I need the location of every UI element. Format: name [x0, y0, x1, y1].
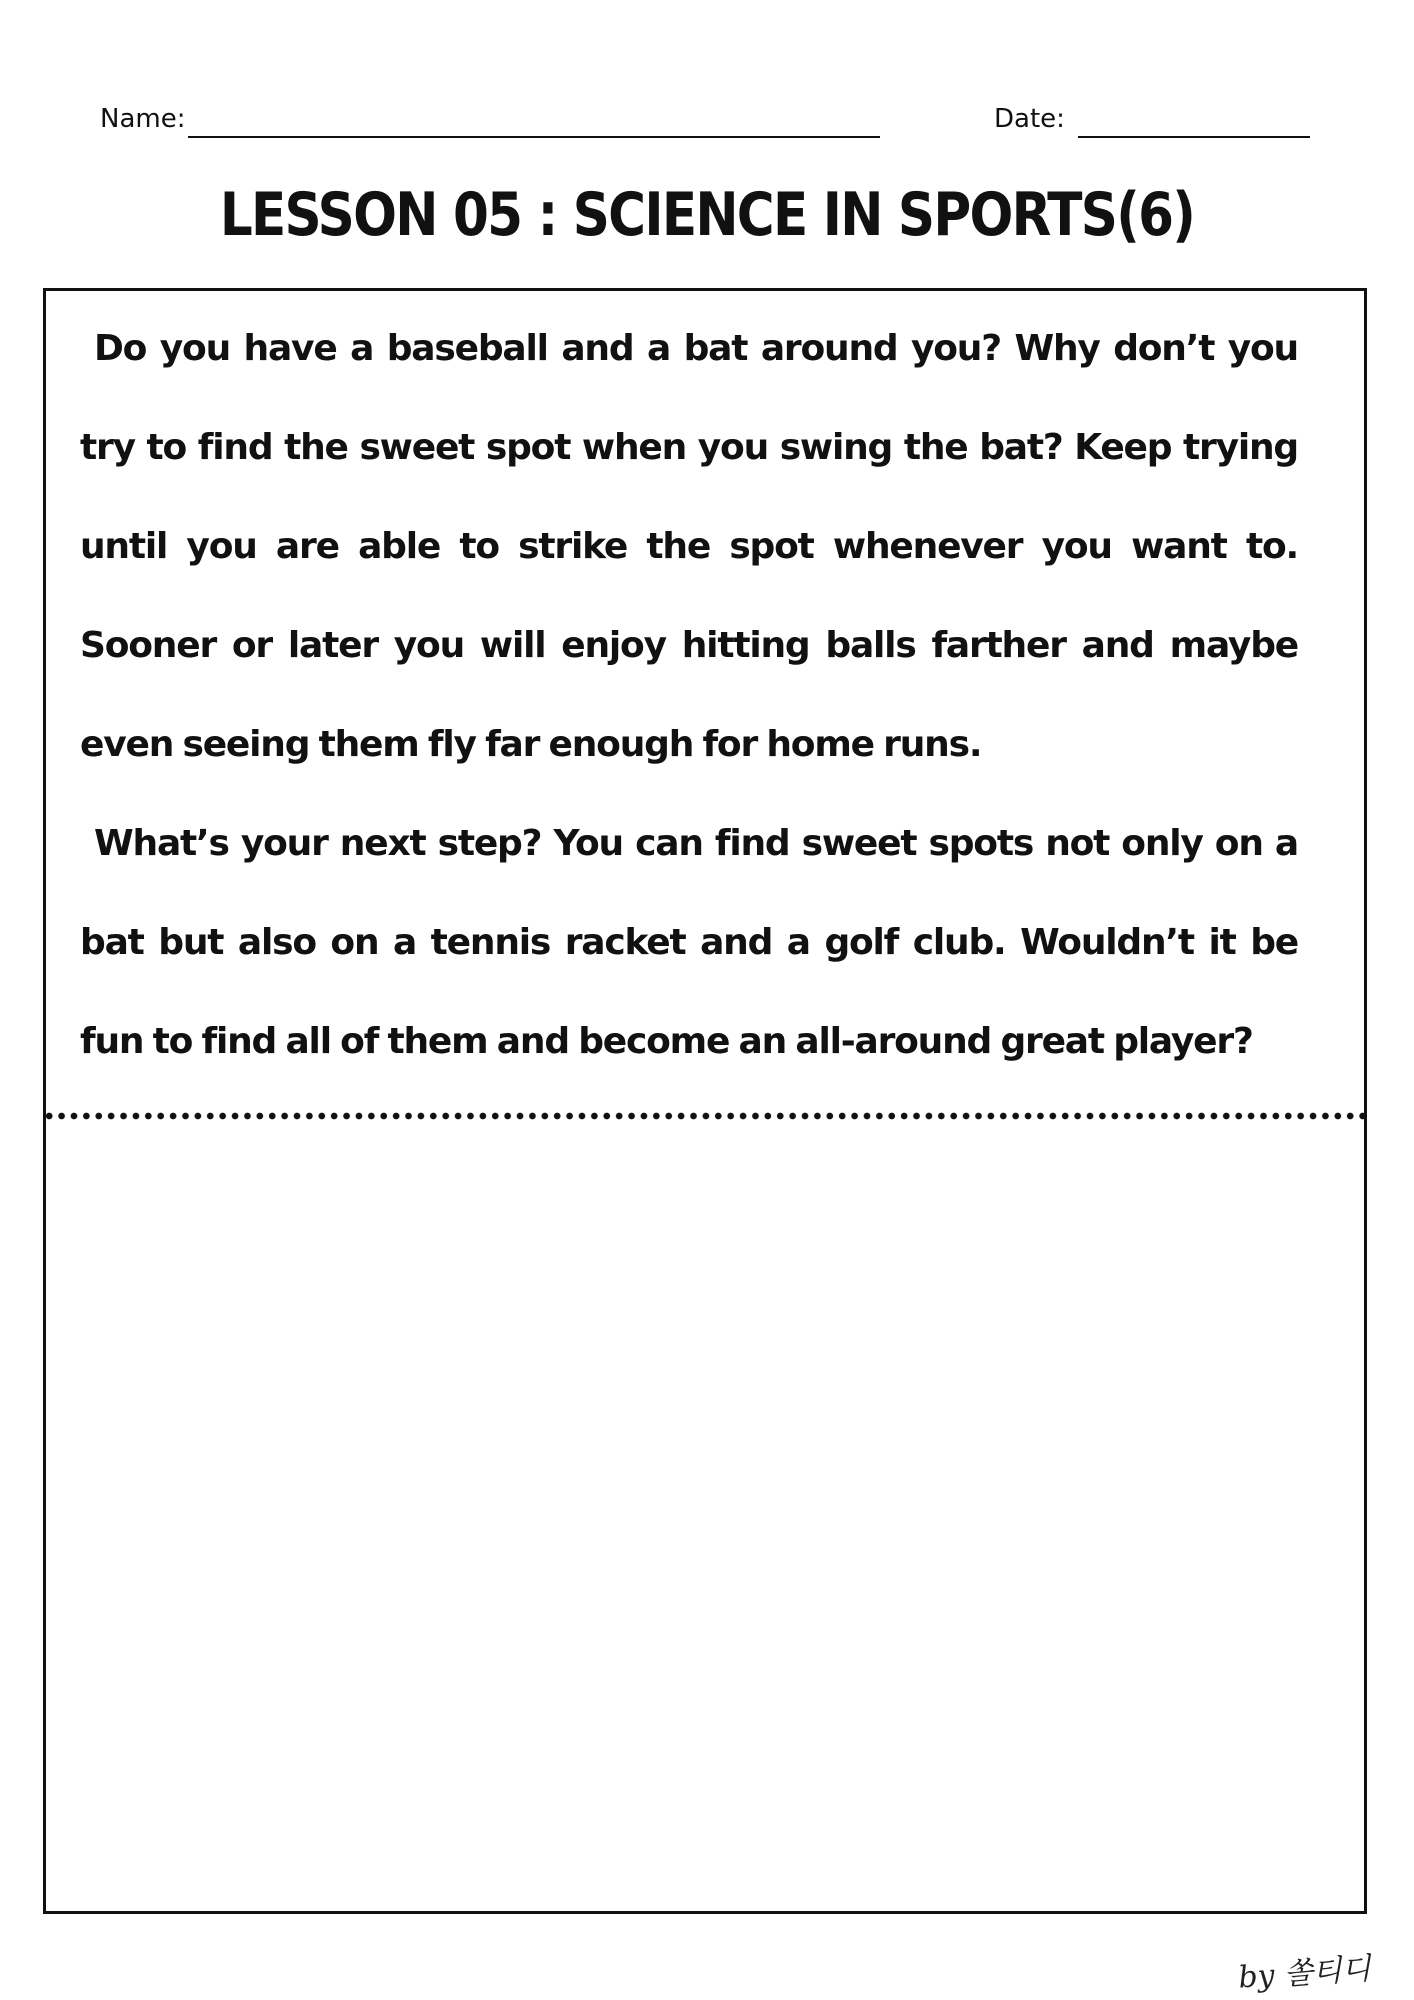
- writing-area[interactable]: [46, 1131, 1364, 1911]
- worksheet-header: [0, 104, 1414, 144]
- worksheet-frame: [43, 288, 1367, 1914]
- author-signature: by 쏠티디: [1237, 1951, 1372, 1996]
- dotted-divider: [43, 1112, 1369, 1120]
- name-label: Name:: [100, 104, 186, 134]
- reading-paragraph-2: What’s your next step? You can find sweet spots not only on a bat but also on a tennis racket and a golf club. Wouldn’t it be fun to find all of them and become an all-around great player?: [80, 823, 1298, 1062]
- reading-paragraph-1: Do you have a baseball and a bat around you? Why don’t you try to find the sweet spot when you swing the bat? Keep trying until you are able to strike the spot whenever you want to. Sooner or later you will enjoy hitting balls farther and maybe even seeing them fly far enough for home runs.: [80, 328, 1298, 765]
- date-field[interactable]: [1078, 136, 1310, 138]
- date-label: Date:: [994, 104, 1065, 134]
- name-field[interactable]: [188, 136, 880, 138]
- reading-passage: [80, 291, 1298, 1091]
- lesson-title: LESSON 05 : SCIENCE IN SPORTS(6): [219, 180, 1195, 250]
